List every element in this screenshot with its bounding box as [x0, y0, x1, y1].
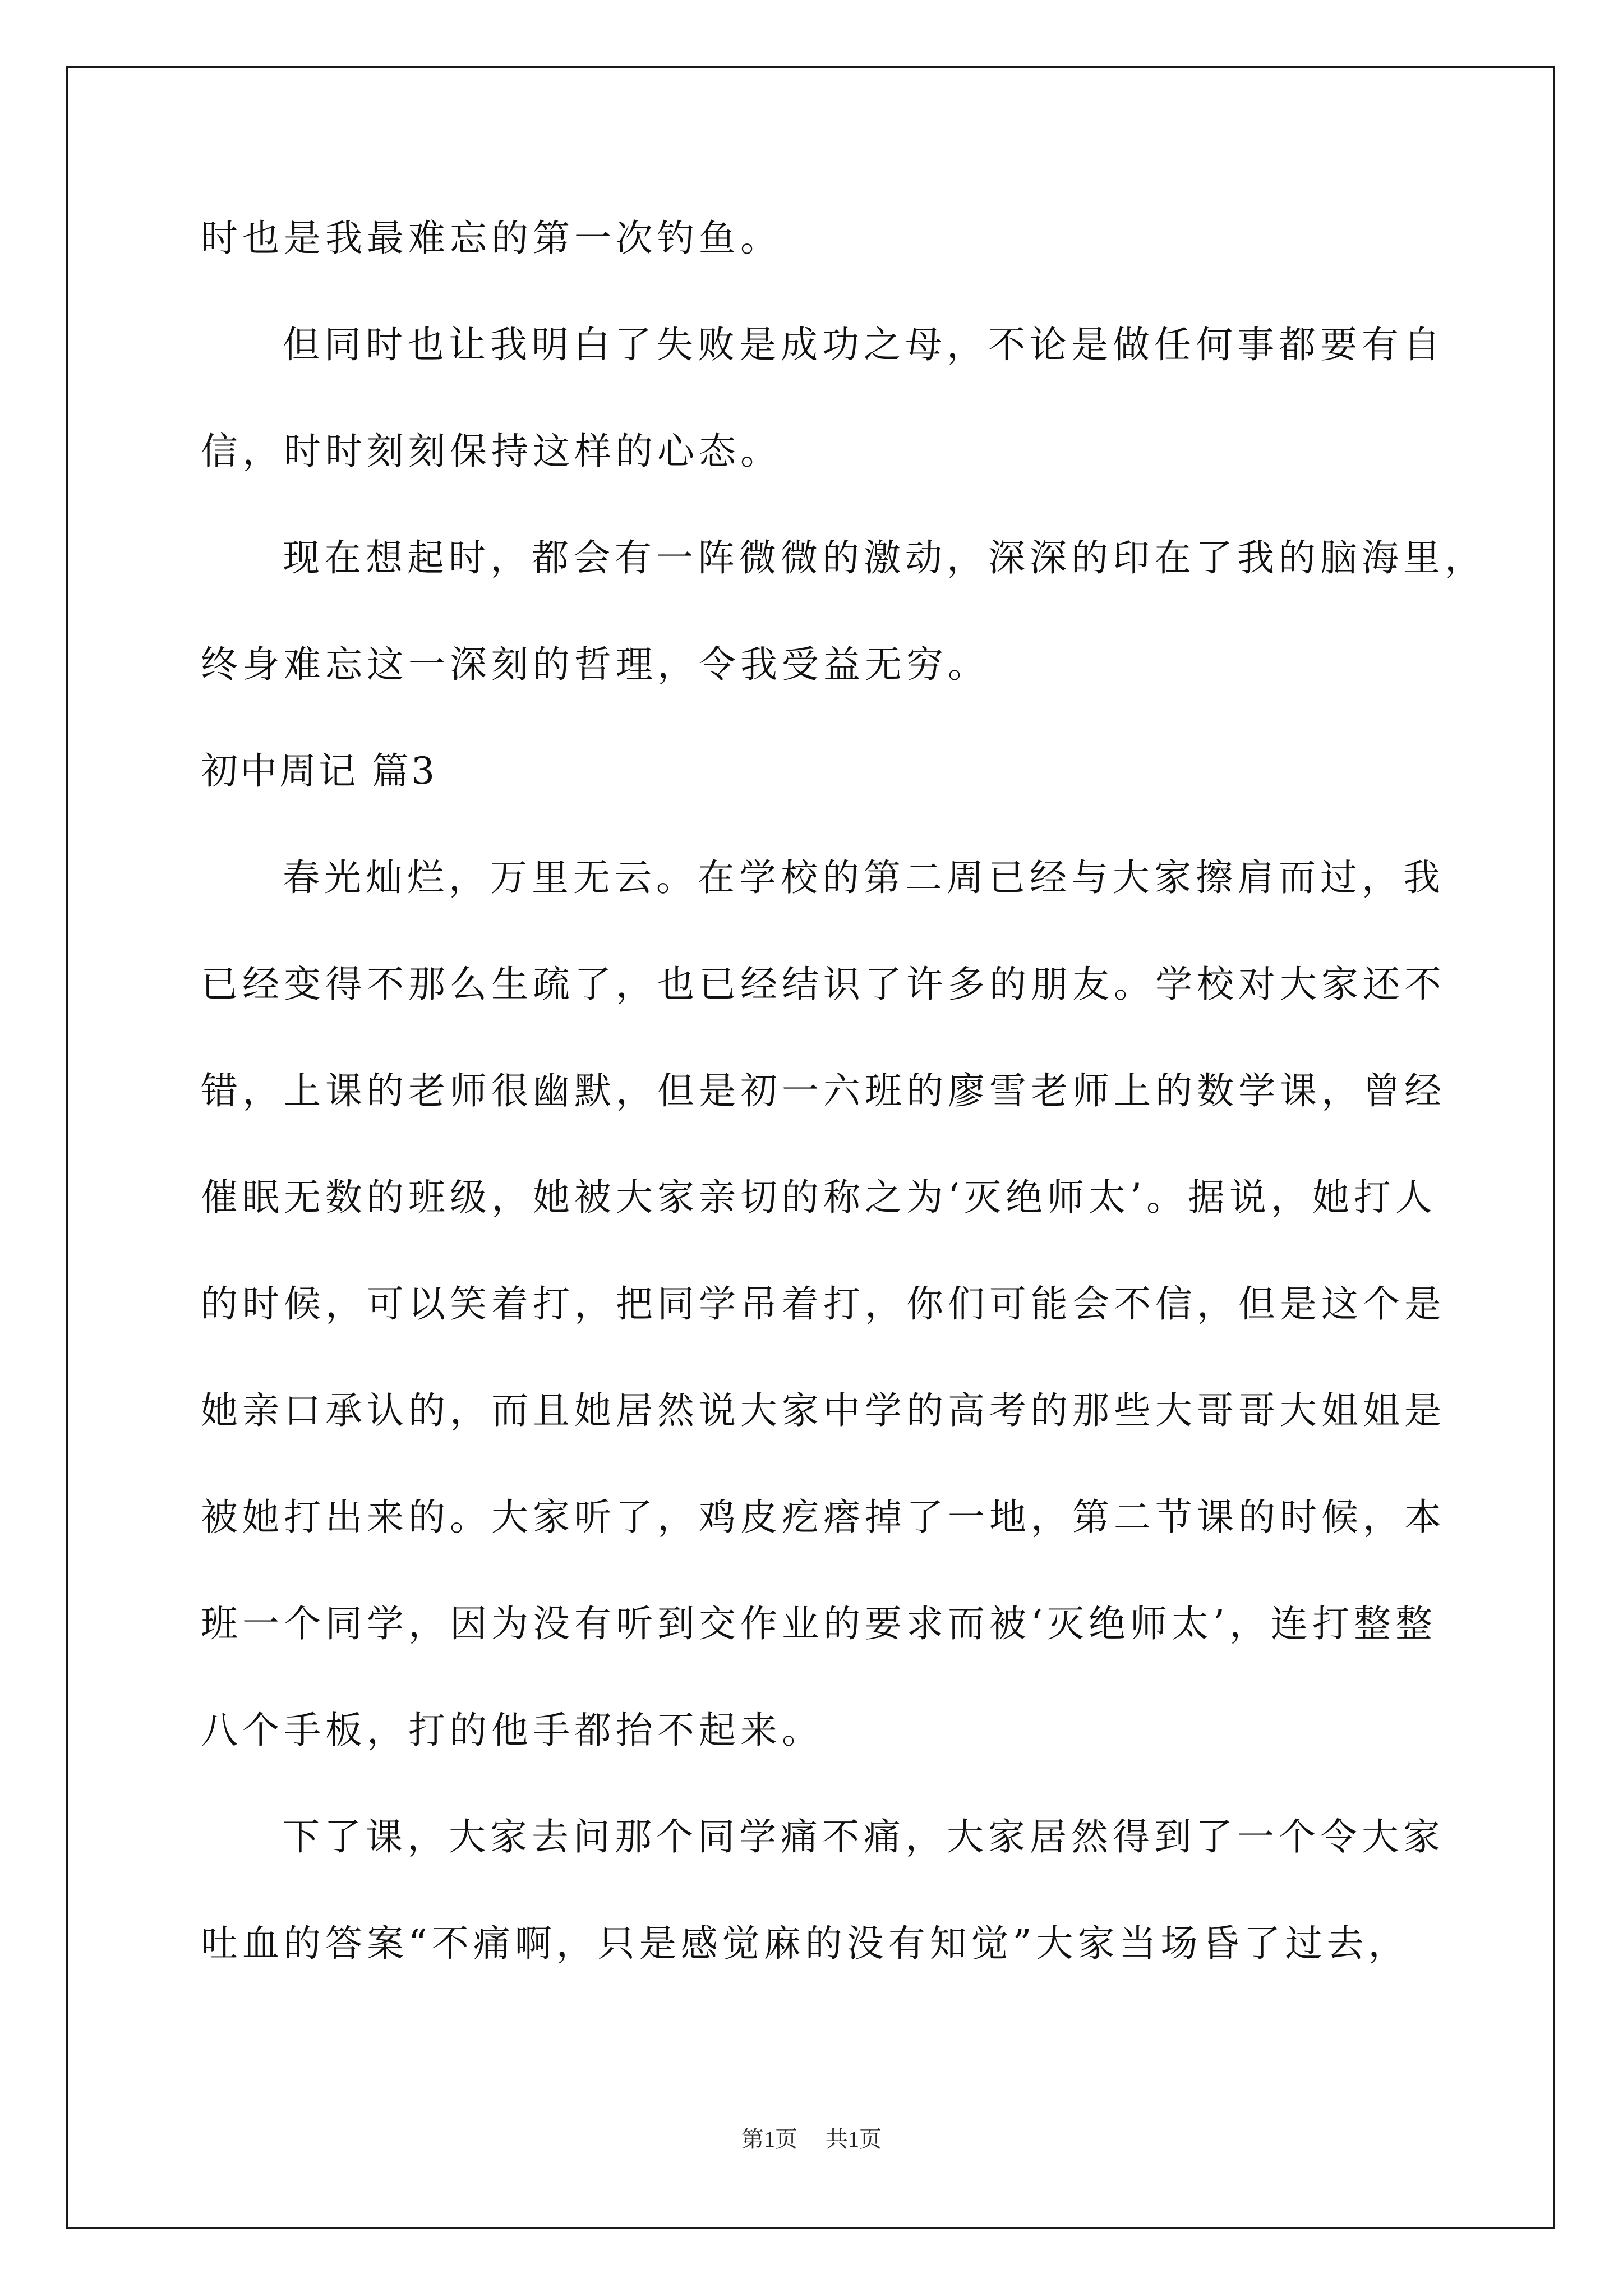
text-line: 下了课，大家去问那个同学痛不痛，大家居然得到了一个令大家 [283, 1815, 1445, 1858]
text-line: 吐血的答案“不痛啊，只是感觉麻的没有知觉”大家当场昏了过去， [201, 1922, 1410, 1965]
text-line: 现在想起时，都会有一阵微微的激动，深深的印在了我的脑海里， [283, 536, 1486, 579]
text-line: 她亲口承认的，而且她居然说大家中学的高考的那些大哥哥大姐姐是 [201, 1389, 1446, 1432]
text-line: 终身难忘这一深刻的哲理，令我受益无穷。 [201, 643, 989, 686]
page-total: 共1页 [826, 2127, 882, 2152]
text-line: 已经变得不那么生疏了，也已经结识了许多的朋友。学校对大家还不 [201, 963, 1446, 1006]
text-line: 时也是我最难忘的第一次钓鱼。 [201, 217, 782, 260]
text-line: 的时候，可以笑着打，把同学吊着打，你们可能会不信，但是这个是 [201, 1282, 1446, 1326]
text-line: 信，时时刻刻保持这样的心态。 [201, 430, 782, 473]
page-number: 第1页 [741, 2127, 797, 2152]
text-line: 班一个同学，因为没有听到交作业的要求而被‘灭绝师太’，连打整整 [201, 1602, 1437, 1645]
text-line: 但同时也让我明白了失败是成功之母，不论是做任何事都要有自 [283, 323, 1445, 366]
text-line: 错，上课的老师很幽默，但是初一六班的廖雪老师上的数学课，曾经 [201, 1069, 1446, 1112]
text-line: 八个手板，打的他手都抬不起来。 [201, 1709, 823, 1752]
section-heading: 初中周记 篇3 [201, 749, 437, 793]
text-line: 催眠无数的班级，她被大家亲切的称之为‘灭绝师太’。据说，她打人 [201, 1176, 1437, 1219]
page-footer [0, 2122, 1623, 2154]
text-line: 被她打出来的。大家听了，鸡皮疙瘩掉了一地，第二节课的时候，本 [201, 1496, 1446, 1539]
document-body [201, 185, 1486, 1997]
text-line: 春光灿烂，万里无云。在学校的第二周已经与大家擦肩而过，我 [283, 856, 1445, 899]
